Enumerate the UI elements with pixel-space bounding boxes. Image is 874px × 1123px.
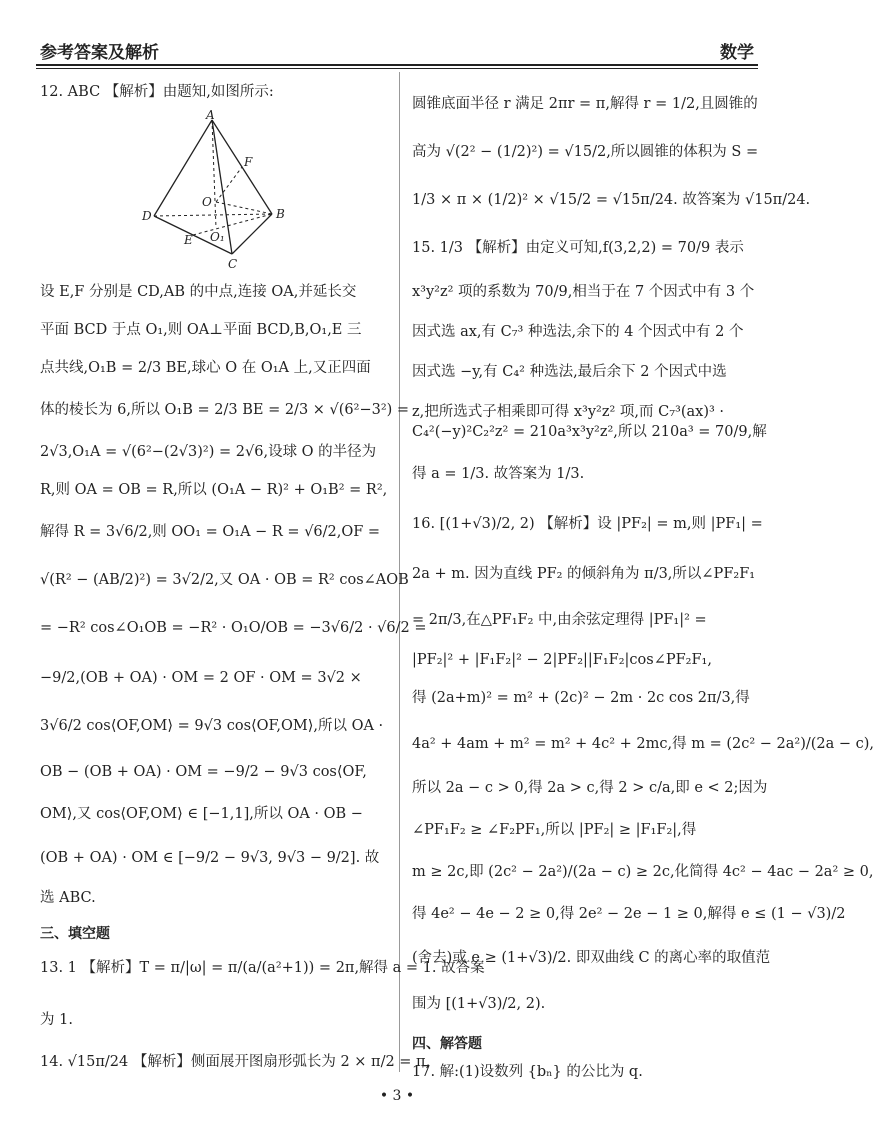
q15-line-6: C₄²(−y)²C₂²z² = 210a³x³y²z²,所以 210a³ = 70/9,解 <box>412 424 767 440</box>
q12-line-8: √(R² − (AB/2)²) = 3√2/2,又 OA · OB = R² cos∠AOB <box>40 572 409 588</box>
q16-line-7: 所以 2a − c > 0,得 2a > c,得 2 > c/a,即 e < 2;因为 <box>412 780 768 796</box>
q15-line-2: x³y²z² 项的系数为 70/9,相当于在 7 个因式中有 3 个 <box>412 284 755 300</box>
q16-line-12: 围为 [(1+√3)/2, 2). <box>412 996 546 1012</box>
label-C: C <box>228 257 238 271</box>
q12-line-4: 体的棱长为 6,所以 O₁B = 2/3 BE = 2/3 × √(6²−3²) = <box>40 402 410 418</box>
q14-line-1: 14. √15π/24 【解析】侧面展开图扇形弧长为 2 × π/2 = π, <box>40 1054 431 1070</box>
q12-line-11: 3√6/2 cos⟨OF,OM⟩ = 9√3 cos⟨OF,OM⟩,所以 OA · <box>40 718 384 734</box>
q12-line-14: (OB + OA) · OM ∈ [−9/2 − 9√3, 9√3 − 9/2]. 故 <box>40 850 380 866</box>
label-F: F <box>244 155 253 169</box>
header-subject: 数学 <box>720 43 754 63</box>
label-A: A <box>206 108 215 122</box>
q16-line-6: 4a² + 4am + m² = m² + 4c² + 2mc,得 m = (2c² − 2a²)/(2a − c), <box>412 736 874 752</box>
q16-line-2: 2a + m. 因为直线 PF₂ 的倾斜角为 π/3,所以∠PF₂F₁ <box>412 566 756 582</box>
q12-line-7: 解得 R = 3√6/2,则 OO₁ = O₁A − R = √6/2,OF = <box>40 524 381 540</box>
q15-line-3: 因式选 ax,有 C₇³ 种选法,余下的 4 个因式中有 2 个 <box>412 324 744 340</box>
q12-line-12: OB − (OB + OA) · OM = −9/2 − 9√3 cos⟨OF, <box>40 764 367 780</box>
label-D: D <box>142 209 152 223</box>
page-number: • 3 • <box>379 1088 415 1104</box>
q16-line-1: 16. [(1+√3)/2, 2) 【解析】设 |PF₂| = m,则 |PF₁| = <box>412 516 763 532</box>
q16-line-8: ∠PF₁F₂ ≥ ∠F₂PF₁,所以 |PF₂| ≥ |F₁F₂|,得 <box>412 822 697 838</box>
q12-line-2: 平面 BCD 于点 O₁,则 OA⊥平面 BCD,B,O₁,E 三 <box>40 322 362 338</box>
q12-line-15: 选 ABC. <box>40 890 96 906</box>
q12-line-6: R,则 OA = OB = R,所以 (O₁A − R)² + O₁B² = R², <box>40 482 388 498</box>
q15-line-5: z,把所选式子相乘即可得 x³y²z² 项,而 C₇³(ax)³ · <box>412 404 725 420</box>
section-fill-blank: 三、填空题 <box>40 926 110 942</box>
q16-line-10: 得 4e² − 4e − 2 ≥ 0,得 2e² − 2e − 1 ≥ 0,解得 e ≤ (1 − √3)/2 <box>412 906 846 922</box>
section-solutions: 四、解答题 <box>412 1036 482 1052</box>
q12-line-9: = −R² cos∠O₁OB = −R² · O₁O/OB = −3√6/2 · √6/2 = <box>40 620 427 636</box>
q12-line-5: 2√3,O₁A = √(6²−(2√3)²) = 2√6,设球 O 的半径为 <box>40 444 377 460</box>
q12-line-10: −9/2,(OB + OA) · OM = 2 OF · OM = 3√2 × <box>40 670 362 686</box>
label-E: E <box>184 233 193 247</box>
q16-line-3: = 2π/3,在△PF₁F₂ 中,由余弦定理得 |PF₁|² = <box>412 612 707 628</box>
q16-line-11: (舍去)或 e ≥ (1+√3)/2. 即双曲线 C 的离心率的取值范 <box>412 950 771 966</box>
q15-line-4: 因式选 −y,有 C₄² 种选法,最后余下 2 个因式中选 <box>412 364 727 380</box>
label-B: B <box>276 207 285 221</box>
q14-line-3: 高为 √(2² − (1/2)²) = √15/2,所以圆锥的体积为 S = <box>412 144 759 160</box>
q15-line-1: 15. 1/3 【解析】由定义可知,f(3,2,2) = 70/9 表示 <box>412 240 744 256</box>
tetrahedron-figure <box>140 110 340 270</box>
q12-line-13: OM⟩,又 cos⟨OF,OM⟩ ∈ [−1,1],所以 OA · OB − <box>40 806 363 822</box>
q12-heading: 12. ABC 【解析】由题知,如图所示: <box>40 84 274 100</box>
q14-line-2: 圆锥底面半径 r 满足 2πr = π,解得 r = 1/2,且圆锥的 <box>412 96 758 112</box>
header-rule-thin <box>36 68 758 69</box>
q12-line-1: 设 E,F 分别是 CD,AB 的中点,连接 OA,并延长交 <box>40 284 357 300</box>
q13-line-2: 为 1. <box>40 1012 73 1028</box>
header-title: 参考答案及解析 <box>40 43 159 63</box>
q12-line-3: 点共线,O₁B = 2/3 BE,球心 O 在 O₁A 上,又正四面 <box>40 360 371 376</box>
q16-line-4: |PF₂|² + |F₁F₂|² − 2|PF₂||F₁F₂|cos∠PF₂F₁, <box>412 652 712 668</box>
label-O: O <box>202 195 212 209</box>
q14-line-4: 1/3 × π × (1/2)² × √15/2 = √15π/24. 故答案为 √15π/24. <box>412 192 811 208</box>
q16-line-5: 得 (2a+m)² = m² + (2c)² − 2m · 2c cos 2π/3,得 <box>412 690 750 706</box>
label-O1: O₁ <box>210 230 225 244</box>
header-rule <box>36 64 758 66</box>
q16-line-9: m ≥ 2c,即 (2c² − 2a²)/(2a − c) ≥ 2c,化简得 4c² − 4ac − 2a² ≥ 0, <box>412 864 874 880</box>
q15-line-7: 得 a = 1/3. 故答案为 1/3. <box>412 466 585 482</box>
q13-line-1: 13. 1 【解析】T = π/|ω| = π/(a/(a²+1)) = 2π,解得 a = 1. 故答案 <box>40 960 485 976</box>
q17-line-1: 17. 解:(1)设数列 {bₙ} 的公比为 q. <box>412 1064 643 1080</box>
